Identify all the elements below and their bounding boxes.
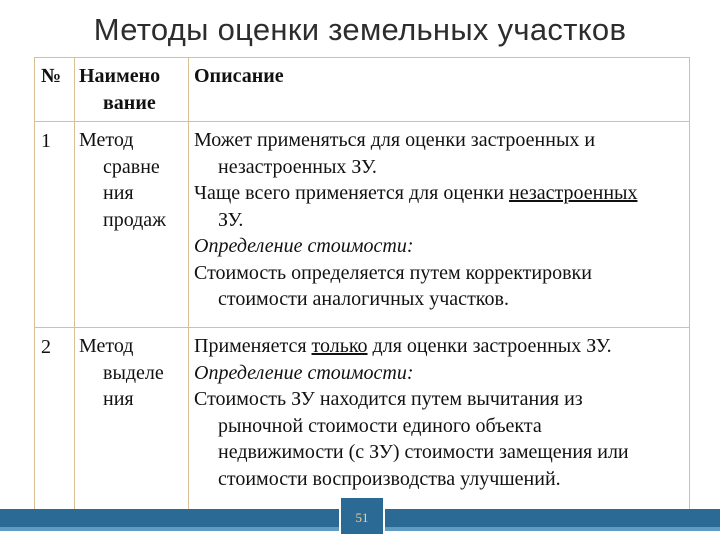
- desc-underlined-text: незастроенных: [509, 182, 638, 204]
- desc-text: Может применяться для оценки застроенных и: [194, 129, 596, 151]
- desc-text: стоимости аналогичных участков.: [218, 288, 509, 310]
- definition-label: Определение стоимости:: [194, 235, 414, 257]
- desc-text: Применяется: [194, 335, 312, 357]
- desc-text: незастроенных ЗУ.: [218, 155, 377, 178]
- header-description: Описание: [189, 58, 690, 122]
- row-description: [189, 122, 690, 328]
- row-name-line: ния: [103, 388, 134, 410]
- row-number: 2: [35, 328, 75, 530]
- desc-text: Стоимость ЗУ находится путем вычитания из: [194, 388, 583, 410]
- row-name-line: продаж: [103, 208, 166, 231]
- desc-text: недвижимости (с ЗУ) стоимости замещения или: [218, 441, 629, 463]
- header-name-line2: вание: [103, 91, 156, 114]
- desc-text: Чаще всего применяется для оценки: [194, 182, 510, 204]
- row-name-line: Метод: [79, 335, 134, 357]
- methods-table: [34, 57, 690, 530]
- header-name: [75, 58, 189, 122]
- row-name: [75, 328, 189, 530]
- header-name-line1: Наимено: [79, 65, 161, 87]
- desc-text: ЗУ.: [218, 208, 244, 231]
- row-name-line: ния: [103, 182, 134, 204]
- table-row: [35, 122, 690, 328]
- desc-text: Стоимость определяется путем корректировки: [194, 261, 592, 284]
- page-number: 51: [339, 496, 385, 536]
- desc-text: стоимости воспроизводства улучшений.: [218, 467, 561, 490]
- row-name-line: сравне: [103, 155, 160, 178]
- definition-label: Определение стоимости:: [194, 361, 414, 384]
- row-number: 1: [35, 122, 75, 328]
- row-name: [75, 122, 189, 328]
- slide-title: Методы оценки земельных участков: [93, 12, 627, 47]
- row-description: [189, 328, 690, 530]
- desc-text: рыночной стоимости единого объекта: [218, 414, 542, 437]
- row-name-line: выделе: [103, 361, 164, 384]
- desc-underlined-text: только: [311, 335, 368, 357]
- header-number: №: [35, 58, 75, 122]
- row-name-line: Метод: [79, 129, 134, 151]
- desc-text: для оценки застроенных ЗУ.: [367, 335, 612, 357]
- table-header-row: [35, 58, 690, 122]
